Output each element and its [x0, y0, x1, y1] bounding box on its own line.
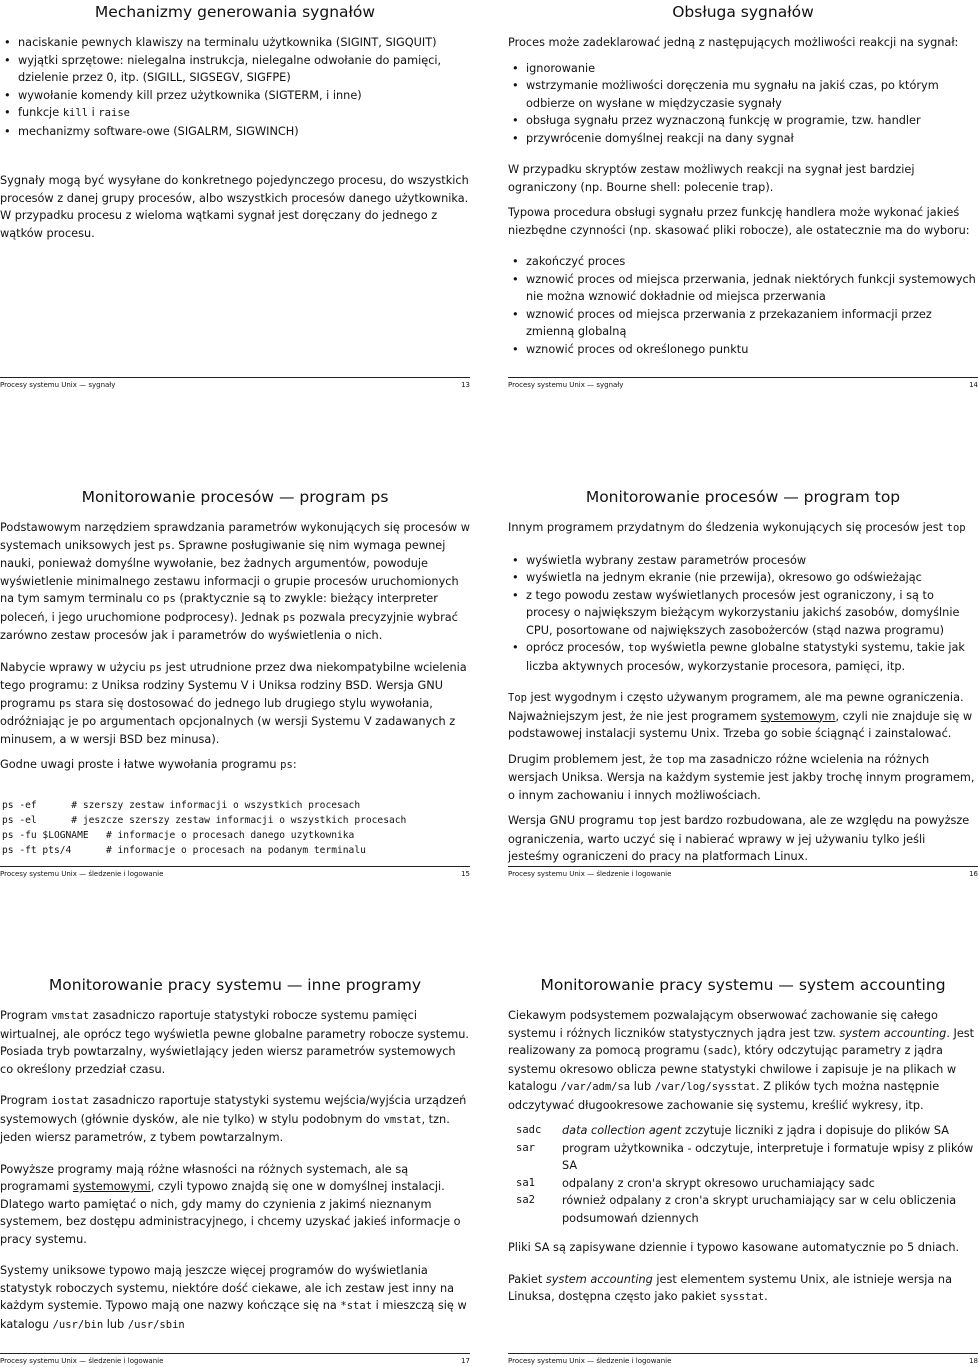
- list-item: • wznowić proces od miejsca przerwania z przekazaniem informacji przez zmienną globalną: [508, 306, 978, 341]
- list-item: • przywrócenie domyślnej reakcji na dany sygnał: [508, 130, 978, 148]
- definition-desc: odpalany z cron'a skrypt okresowo uruchamiający sadc: [562, 1176, 875, 1190]
- text: Powyższe programy mają różne własności na różnych systemach, ale są programami: [0, 1162, 409, 1193]
- text: Systemy uniksowe typowo mają jeszcze więcej programów do wyświetlania statystyk roboczych systemu, niektóre dość ciekawe, ale ich zestaw jest inny na każdym systemie. Typowo mają one nazwy kończące się na: [0, 1264, 455, 1312]
- slide-title: Monitorowanie pracy systemu — system accounting: [540, 976, 946, 994]
- list-item: • wyświetla na jednym ekranie (nie przewija), okresowo go odświeżając: [508, 569, 978, 587]
- code-text: ps: [149, 661, 162, 674]
- code-text: vmstat: [51, 1010, 90, 1022]
- text: jest bardzo rozbudowana, ale ze względu na powyższe ograniczenia, warto uczyć się i nabierać wprawy w jej używaniu tylko jeśli jesteśmy ograniczeni do pracy na platformach Linux.: [508, 814, 970, 863]
- page-number: 18: [969, 1357, 978, 1365]
- paragraph: Sygnały mogą być wysyłane do konkretnego pojedynczego procesu, do wszystkich procesów z danej grupy procesów, albo wszystkich procesów danego użytkownika. W przypadku procesu z wieloma wątkami sygnał jest doręczany do jednego z wątków procesu.: [0, 174, 469, 240]
- text: Drugim problemem jest, że: [508, 752, 666, 766]
- text: Podstawowym narzędziem sprawdzania parametrów wykonujących się procesów w systemach uniksowych jest: [0, 521, 470, 552]
- slide-footer: [508, 1353, 978, 1365]
- text: , tzn. jeden wiersz parametrów, z tybem powtarzalnym.: [0, 1112, 450, 1144]
- text: wyświetla pewne globalne statystyki systemu, takie jak liczba aktywnych procesów, wykorzystanie procesora, pamięci, itp.: [526, 641, 965, 673]
- list-item: • wznowić proces od miejsca przerwania, jednak niektórych funkcji systemowych nie można wznowić dokładnie od miejsca przerwania: [508, 271, 978, 306]
- list-item: • zakończyć proces: [508, 253, 978, 271]
- footer-label: Procesy systemu Unix — sygnały: [508, 381, 624, 389]
- footer-label: Procesy systemu Unix — sygnały: [0, 381, 116, 389]
- text: oprócz procesów,: [526, 641, 628, 654]
- slide-body: [508, 519, 978, 866]
- text: jest utrudnione przez dwa niekompatybilne wcielenia tego programu: z Uniksa rodziny Systemu V i Uniksa rodziny BSD. Wersja GNU programu: [0, 660, 467, 710]
- slide-title: Monitorowanie pracy systemu — inne programy: [48, 976, 422, 994]
- list-item: • mechanizmy software-owe (SIGALRM, SIGWINCH): [0, 123, 470, 141]
- list-item: [0, 104, 470, 123]
- page-number: 13: [461, 381, 470, 389]
- text: system accounting: [839, 1026, 947, 1040]
- text: Innym programem przydatnym do śledzenia wykonujących się procesów jest: [508, 521, 947, 534]
- definition-row: [516, 1122, 978, 1140]
- slide-title: Mechanizmy generowania sygnałów: [94, 3, 376, 21]
- code-text: ps: [282, 611, 296, 624]
- text: . Sprawne posługiwanie się nim wymaga pewnej nauki, ponieważ domyślne wywołanie, bez żadnych argumentów, powoduje wyświetlenie minimalnego zestawu informacji o grupie procesów uruchomionych na tym samym terminalu co: [0, 538, 459, 605]
- code-text: kill: [62, 107, 89, 119]
- slide-17: [0, 973, 470, 1342]
- bullet-list: [508, 60, 978, 148]
- paragraph: [0, 519, 470, 645]
- slide-18: [508, 973, 978, 1315]
- footer-label: Procesy systemu Unix — śledzenie i logowanie: [508, 870, 672, 878]
- text: zczytuje liczniki z jądra i dopisuje do plików SA: [681, 1124, 949, 1137]
- footer-label: Procesy systemu Unix — śledzenie i logowanie: [0, 870, 164, 878]
- paragraph: [508, 689, 978, 743]
- page-number: 14: [969, 381, 978, 389]
- code-text: /var/log/sysstat: [654, 1081, 756, 1093]
- code-text: /usr/sbin: [127, 1318, 185, 1331]
- paragraph: Pliki SA są zapisywane dziennie i typowo kasowane automatycznie po 5 dniach.: [508, 1241, 960, 1254]
- paragraph: W przypadku skryptów zestaw możliwych reakcji na sygnał jest bardziej ograniczony (np. Bourne shell: polecenie trap).: [508, 163, 915, 194]
- code-text: /var/adm/sa: [560, 1081, 631, 1093]
- page-number: 16: [969, 870, 978, 878]
- list-item: • ignorowanie: [508, 60, 978, 78]
- text: Program: [0, 1009, 52, 1022]
- definition-desc: [562, 1122, 978, 1140]
- bullet-list: [508, 253, 978, 358]
- paragraph: [0, 659, 470, 749]
- text: , czyli typowo znajdą się one w domyślnej instalacji. Dlatego warto pamiętać o nich, gdy mamy do czynienia z jakimś nieznanym systemem, bez dostępu administracyjnego, i chcemy uzyskać jakieś informacje o pracy systemu.: [0, 1180, 461, 1246]
- page-number: 15: [461, 870, 470, 878]
- definition-term: sar: [516, 1141, 535, 1154]
- definition-desc: również odpalany z cron'a skrypt uruchamiający sar w celu obliczenia podsumowań dziennych: [562, 1194, 957, 1225]
- code-text: raise: [98, 107, 130, 119]
- page-number: 17: [461, 1357, 470, 1365]
- text: stara się dostosować do jednego lub drugiego stylu wywołania, odróżniając je po argumentach opcjonalnych (w wersji Systemu V zadawanych z minusem, a w wersji BSD bez minusa).: [0, 696, 456, 746]
- slide-footer: [0, 866, 470, 878]
- text: Pakiet: [508, 1272, 546, 1286]
- footer-label: Procesy systemu Unix — śledzenie i logowanie: [0, 1357, 164, 1365]
- list-item: [508, 639, 978, 675]
- definition-list: [516, 1122, 978, 1227]
- definition-term: sa2: [516, 1194, 535, 1206]
- slide-title: Obsługa sygnałów: [672, 3, 814, 21]
- list-item: • obsługa sygnału przez wyznaczoną funkcję w programie, tzw. handler: [508, 112, 978, 130]
- slide-14: [508, 0, 978, 366]
- code-line: ps -ft pts/4 # informacje o procesach na podanym terminalu: [2, 844, 366, 856]
- text: zasadniczo raportuje statystyki robocze systemu pamięci wirtualnej, ale oprócz tego wyświetla pewne globalne parametry robocze systemu. Posiada tryb powtarzalny, wyświetlający jeden wiersz parametrów systemowych co określony przedział czasu.: [0, 1009, 469, 1076]
- text: Wersja GNU programu: [508, 814, 638, 827]
- paragraph: [0, 1007, 470, 1078]
- text: systemowym: [760, 709, 836, 723]
- slide-body: [0, 519, 470, 858]
- paragraph: [508, 1271, 978, 1307]
- footer-label: Procesy systemu Unix — śledzenie i logowanie: [508, 1357, 672, 1365]
- text: (praktycznie są to zwykle: bieżący interpreter poleceń, i jego uruchomione podprocesy). Jednak: [0, 592, 438, 624]
- definition-row: [516, 1140, 978, 1175]
- text: Program: [0, 1094, 52, 1107]
- code-text: ps: [163, 593, 176, 605]
- definition-row: [516, 1175, 978, 1193]
- code-text: *stat: [340, 1300, 373, 1312]
- text: i: [88, 106, 99, 119]
- text: lub: [103, 1317, 128, 1331]
- slide-footer: [508, 866, 978, 878]
- paragraph: [508, 751, 978, 805]
- code-text: Top: [508, 692, 527, 704]
- slide-15: [0, 485, 470, 858]
- code-line: ps -ef # szerszy zestaw informacji o wszystkich procesach: [2, 799, 361, 811]
- text: . Z plików tych można następnie odczytywać długookresowe zachowanie się systemu, kreślić wykresy, itp.: [508, 1080, 940, 1112]
- code-text: iostat: [51, 1095, 90, 1107]
- slide-body: [0, 1007, 470, 1334]
- definition-desc: program użytkownika - odczytuje, interpretuje i formatuje wpisy z plików SA: [562, 1141, 974, 1172]
- paragraph: [0, 756, 470, 775]
- text: i mieszczą się w katalogu: [0, 1299, 467, 1331]
- code-text: top: [665, 753, 685, 766]
- list-item: • wyświetla wybrany zestaw parametrów procesów: [508, 552, 978, 570]
- code-text: ps: [158, 539, 172, 552]
- text: zasadniczo raportuje statystyki systemu wejścia/wyjścia urządzeń systemowych (głównie dysków, ale nie tylko) w stylu podobnym do: [0, 1094, 467, 1126]
- list-item: • wstrzymanie możliwości doręczenia mu sygnału na jakiś czas, po którym odbierze on wysłane w międzyczasie sygnały: [508, 77, 978, 112]
- slide-16: [508, 485, 978, 874]
- text: Godne uwagi proste i łatwe wywołania programu: [0, 758, 281, 771]
- list-item: • naciskanie pewnych klawiszy na terminalu użytkownika (SIGINT, SIGQUIT): [0, 34, 470, 52]
- text: Nabycie wprawy w użyciu: [0, 660, 150, 674]
- list-item: • z tego powodu zestaw wyświetlanych procesów jest ograniczony, i są to procesy o największym bieżącym wykorzystaniu jakichś zasobów, domyślnie CPU, posortowane od największych zasobożerców (stąd nazwa programu): [508, 587, 978, 640]
- paragraph: [0, 1092, 470, 1147]
- text: lub: [630, 1080, 655, 1093]
- code-block: [2, 783, 470, 858]
- text: pozwala precyzyjnie wybrać zarówno zestaw procesów jak i parametrów do wyświetlenia o nich.: [0, 610, 458, 642]
- text: jest elementem systemu Unix, ale istnieje wersja na Linuksa, dostępna często jako pakiet: [508, 1272, 952, 1303]
- definition-row: [516, 1192, 978, 1227]
- code-text: /usr/bin: [52, 1318, 104, 1331]
- code-line: ps -fu $LOGNAME # informacje o procesach danego uzytkownika: [2, 829, 355, 841]
- code-text: ps: [58, 697, 72, 710]
- text: data collection agent: [562, 1124, 682, 1137]
- slide-body: [508, 1007, 978, 1307]
- slide-footer: [0, 1353, 470, 1365]
- code-text: top: [946, 522, 966, 534]
- text: systemowymi: [72, 1180, 151, 1193]
- slide-title: Monitorowanie procesów — program ps: [81, 488, 389, 506]
- slide-body: [0, 34, 470, 242]
- slide-13: [0, 0, 470, 250]
- text: , czyli nie znajduje się w podstawowej instalacji systemu Unix. Trzeba go sobie ściągnąć i zainstalować.: [508, 709, 973, 740]
- text: jest wygodnym i często używanym programem, ale ma pewne ograniczenia. Najważniejszym jest, że nie jest programem: [508, 691, 964, 723]
- text: :: [292, 758, 297, 771]
- text: . Jest realizowany za pomocą programu (: [508, 1026, 975, 1057]
- code-text: top: [637, 815, 657, 827]
- code-text: ps: [280, 759, 293, 771]
- text: ma zasadniczo różne wcielenia na różnych wersjach Uniksa. Wersja na każdym systemie jest jakby trochę innym programem, o innym zachowaniu i innych możliwościach.: [508, 752, 975, 802]
- code-text: vmstat: [383, 1113, 422, 1126]
- text: system accounting: [545, 1272, 653, 1286]
- paragraph: [0, 1161, 470, 1249]
- paragraph: [508, 1007, 978, 1114]
- slide-footer: [0, 377, 470, 389]
- definition-term: sadc: [516, 1124, 542, 1136]
- code-text: top: [627, 642, 647, 654]
- code-text: sysstat: [719, 1291, 765, 1303]
- bullet-list: [0, 34, 470, 140]
- paragraph: Typowa procedura obsługi sygnału przez funkcję handlera może wykonać jakieś niezbędne czynności (np. skasować pliki robocze), ale ostatecznie ma do wyboru:: [508, 206, 970, 237]
- paragraph: [508, 812, 978, 866]
- definition-term: sa1: [516, 1176, 535, 1189]
- bullet-list: [508, 552, 978, 676]
- text: ), który odczytując parametry z jądra systemu okresowo oblicza pewne statystyki chwilowe i zapisuje je na plikach w katalogu: [508, 1044, 957, 1093]
- list-item: • wznowić proces od określonego punktu: [508, 341, 978, 359]
- list-item: • wywołanie komendy kill przez użytkownika (SIGTERM, i inne): [0, 87, 470, 105]
- slide-footer: [508, 377, 978, 389]
- paragraph: Proces może zadeklarować jedną z następujących możliwości reakcji na sygnał:: [508, 36, 959, 49]
- paragraph: [0, 1262, 470, 1334]
- code-line: ps -el # jeszcze szerszy zestaw informacji o wszystkich procesach: [2, 814, 407, 826]
- paragraph: [508, 519, 978, 538]
- list-item: • wyjątki sprzętowe: nielegalna instrukcja, nielegalne odwołanie do pamięci, dzielenie przez 0, itp. (SIGILL, SIGSEGV, SIGFPE): [0, 52, 470, 87]
- slide-body: [508, 34, 978, 358]
- slide-title: Monitorowanie procesów — program top: [585, 488, 901, 506]
- text: Ciekawym podsystemem pozwalającym obserwować zachowanie się całego systemu i różnych liczników statystycznych jądra jest tzw.: [508, 1009, 938, 1040]
- code-text: sadc: [707, 1045, 733, 1057]
- text: .: [764, 1290, 768, 1303]
- text: funkcje: [18, 106, 63, 119]
